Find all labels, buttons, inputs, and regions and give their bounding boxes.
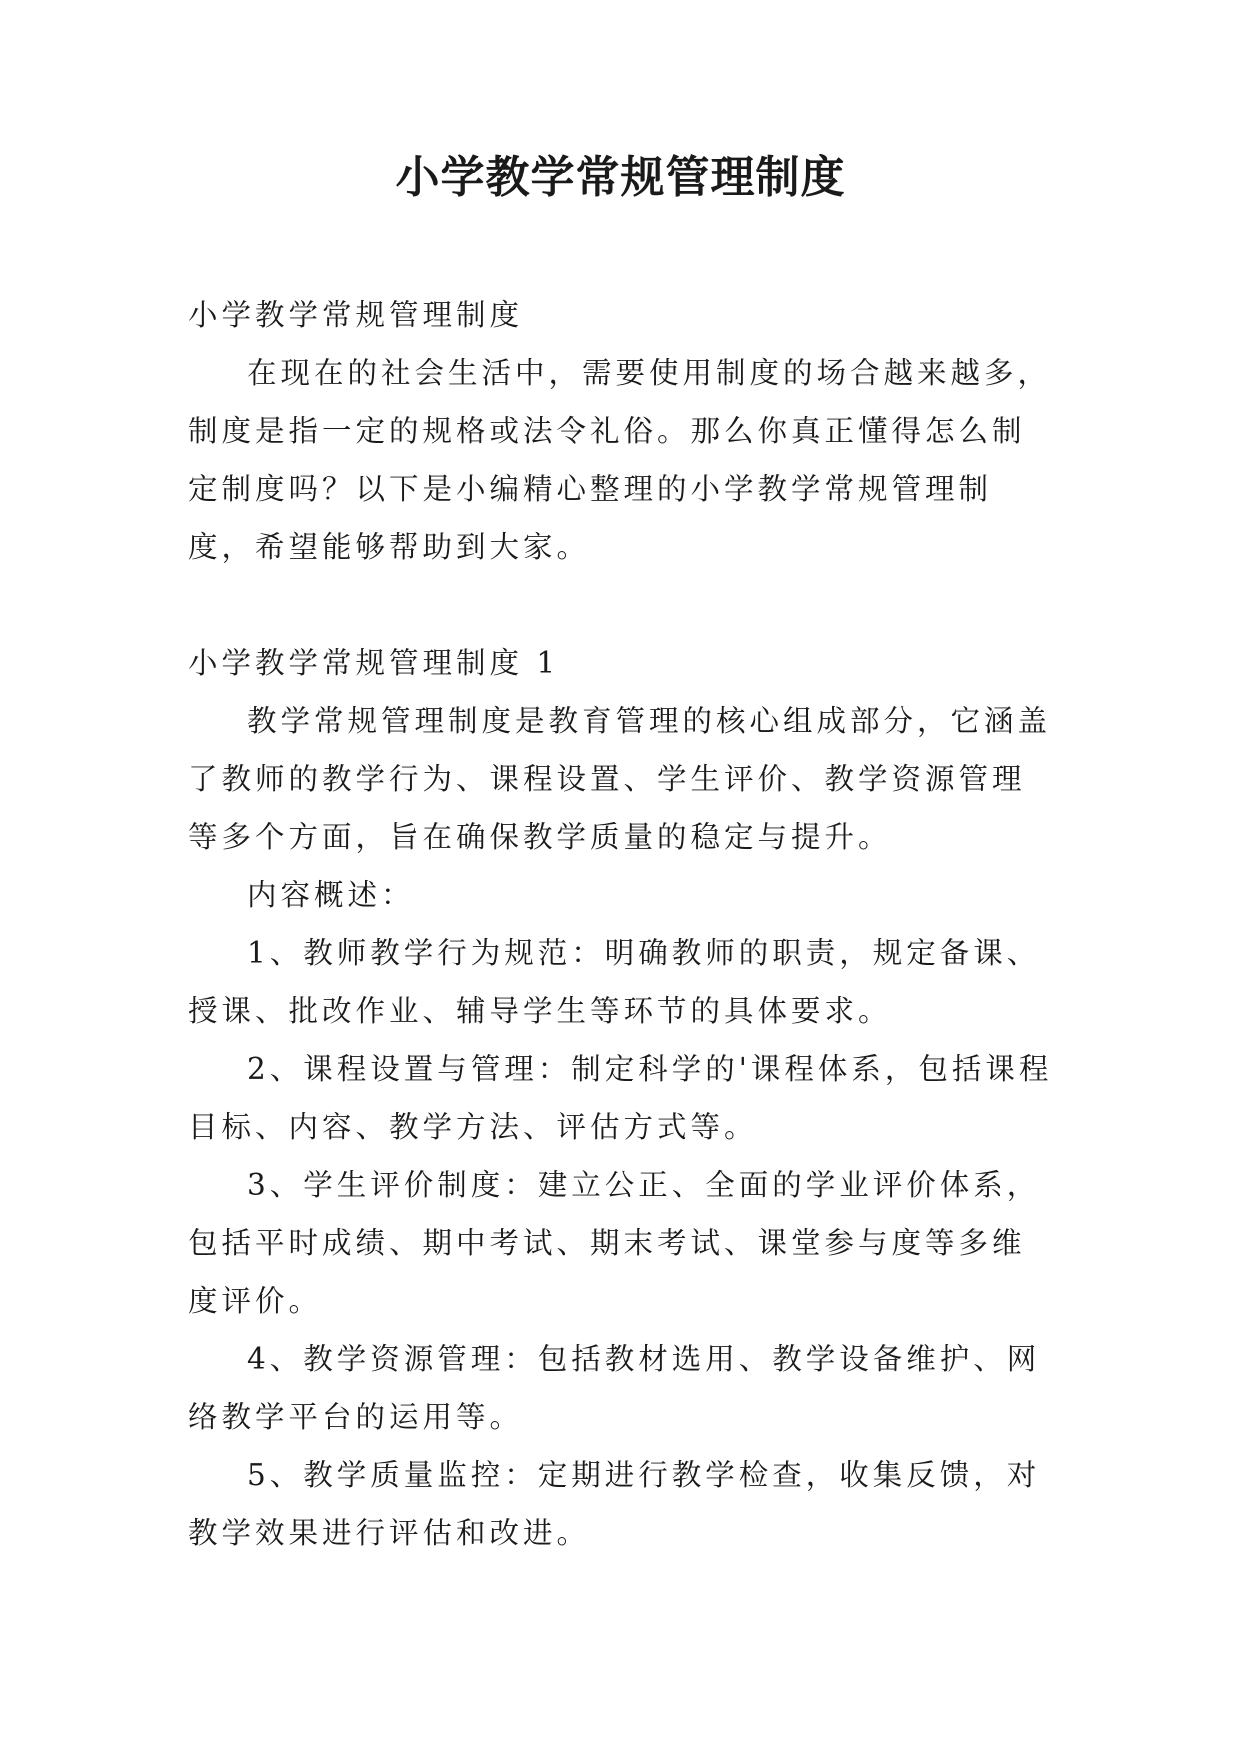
intro-paragraph: 在现在的社会生活中，需要使用制度的场合越来越多，制度是指一定的规格或法令礼俗。那么你真正懂得怎么制定制度吗？以下是小编精心整理的小学教学常规管理制度，希望能够帮助到大家。 [188, 356, 1052, 564]
list-item: 3、学生评价制度：建立公正、全面的学业评价体系，包括平时成绩、期中考试、期末考试、课堂参与度等多维度评价。 [188, 1168, 1041, 1318]
section-paragraph: 教学常规管理制度是教育管理的核心组成部分，它涵盖了教师的教学行为、课程设置、学生评价、教学资源管理等多个方面，旨在确保教学质量的稳定与提升。 [188, 704, 1052, 854]
section-heading: 小学教学常规管理制度 1 [188, 646, 560, 680]
section-spacer [188, 576, 1058, 634]
overview-label: 内容概述： [247, 878, 415, 912]
list-item: 2、课程设置与管理：制定科学的'课程体系，包括课程目标、内容、教学方法、评估方式等。 [188, 1052, 1053, 1144]
list-item: 1、教师教学行为规范：明确教师的职责，规定备课、授课、批改作业、辅导学生等环节的具体要求。 [188, 936, 1041, 1028]
document-body [188, 286, 1058, 1562]
document-subtitle: 小学教学常规管理制度 [188, 298, 524, 332]
document-title: 小学教学常规管理制度 [395, 152, 846, 203]
list-item: 5、教学质量监控：定期进行教学检查，收集反馈，对教学效果进行评估和改进。 [188, 1458, 1041, 1550]
list-item: 4、教学资源管理：包括教材选用、教学设备维护、网络教学平台的运用等。 [188, 1342, 1041, 1434]
